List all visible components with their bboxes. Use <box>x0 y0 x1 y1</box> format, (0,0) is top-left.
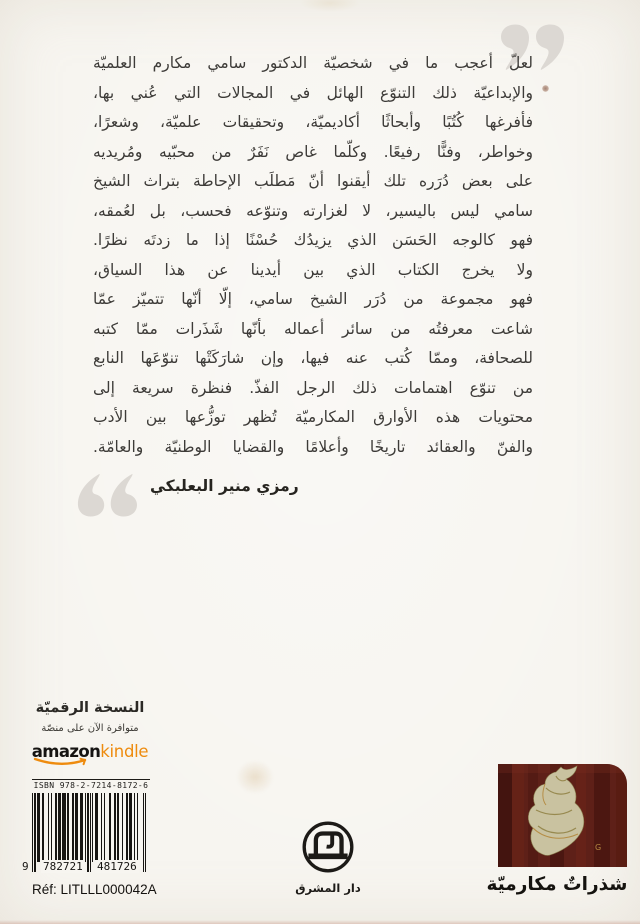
blurb-line: على بعض دُرَره تلك أيقنوا أنّ مَطلَب الإحاطة بتراث الشيخ <box>93 172 533 190</box>
book-title: شذراتٌ مكارميّة <box>486 874 628 895</box>
blurb-line: شاعت معرفتُه من سائر أعماله بأنّها شَذَرات ممّا كتبه <box>93 319 533 338</box>
publisher-name: دار المشرق <box>295 881 361 895</box>
dervish-painting-image <box>498 764 627 867</box>
scan-bottom-edge <box>0 920 640 924</box>
amazon-smile-icon <box>33 757 91 767</box>
isbn-label: ISBN 978-2-7214-8172-6 <box>33 781 149 790</box>
blurb-line: والإبداعيّة ذلك التنوّع الهائل في المجالات التي عُني بها، <box>93 83 533 102</box>
barcode-digit-group: 9 <box>22 860 29 873</box>
back-cover-blurb <box>93 49 533 462</box>
blurb-line: لعلّ أعجب ما في شخصيّة الدكتور سامي مكارم العلميّة <box>93 54 533 72</box>
blurb-line: فهو مجموعة من دُرَر الشيخ سامي، إلّا أنّها تتميّز عمّا <box>93 290 533 308</box>
dervish-painting <box>498 764 627 867</box>
barcode-digit-group: 782721 <box>43 860 83 873</box>
blurb-line: والفنّ والعقائد تاريخًا وأعلامًا والقضايا الوطنيّة والعامّة. <box>93 437 533 456</box>
dar-el-machreq-logo-icon <box>300 819 356 875</box>
digital-edition-heading: النسخة الرقميّة <box>35 700 145 716</box>
amazon-wordmark: amazon <box>31 742 101 761</box>
kindle-wordmark: kindle <box>100 742 149 761</box>
blurb-author: رمزي منير البعلبكي <box>150 477 299 495</box>
barcode-module <box>145 793 146 872</box>
digital-edition-subheading: متوافرة الآن على منصّة <box>41 723 139 734</box>
blurb-line: من تنوّع اهتمامات ذلك الرجل الفذّ. فنظرة سريعة إلى <box>93 378 533 397</box>
blurb-line: للصحافة، وممّا كُتب عنه فيها، وإن شارَكَتْها تنوّعَها النابع <box>93 349 533 367</box>
blurb-line: فأفرغها كُتُبًا وأبحاثًا أكاديميّة، وتحقيقات علميّة، وشعرًا، <box>93 113 533 131</box>
barcode-digit-group: 481726 <box>97 860 137 873</box>
blurb-line: ولا يخرج الكتاب الذي بين أيدينا عن هذا السياق، <box>93 260 533 279</box>
amazon-kindle-logo <box>32 742 149 761</box>
publisher-block <box>295 819 361 895</box>
paper-stain-top <box>300 0 360 12</box>
blurb-line: محتويات هذه الأوارق المكارميّة تُظهر توزُّعها بين الأدب <box>93 408 533 426</box>
reference-number: Réf: LITLLL000042A <box>32 882 157 897</box>
svg-text:G: G <box>595 843 602 852</box>
digital-edition-block <box>26 699 154 761</box>
barcode <box>22 793 150 873</box>
blurb-line: وخواطر، وفنًّا رفيعًا. وكلّما غاص نَفَرٌ من محبّيه ومُريديه <box>93 142 533 161</box>
blurb-line: سامي ليس باليسير، لا لغزارته وتنوّعه فحسب، بل لعُمقه، <box>93 201 533 220</box>
opening-quote-icon <box>77 471 137 518</box>
isbn-block <box>22 779 157 897</box>
paper-speck <box>542 85 549 92</box>
paper-stain <box>236 760 274 794</box>
blurb-line: فهو كالوجه الحَسَن الذي يزيدُك حُسْنًا إذا ما زدتَه نظرًا. <box>93 231 533 249</box>
